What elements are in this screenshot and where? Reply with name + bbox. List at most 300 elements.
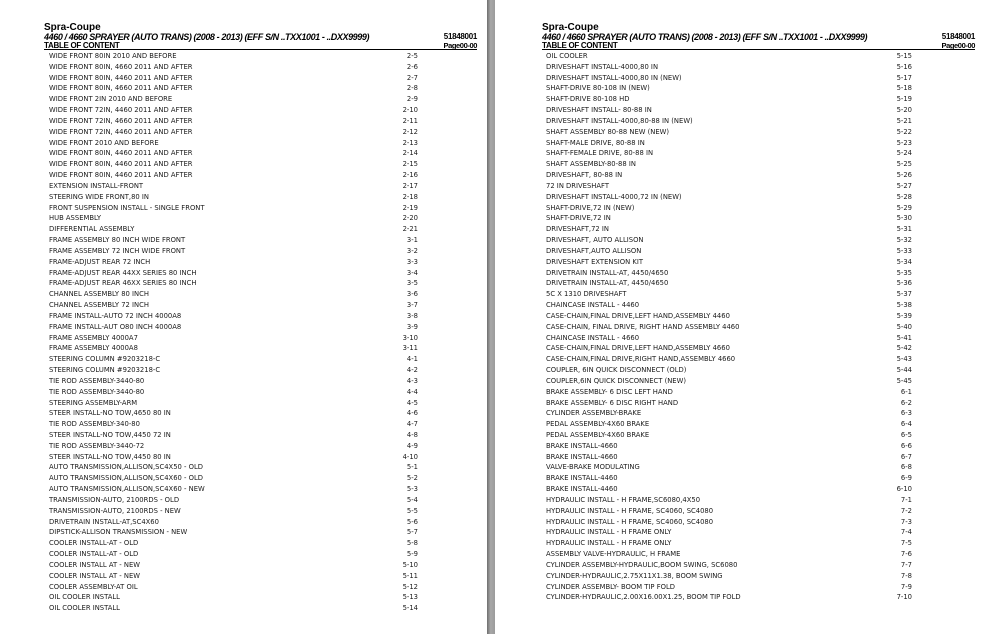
toc-entry-page: 5-17 bbox=[896, 73, 912, 82]
toc-entry[interactable] bbox=[49, 603, 418, 614]
toc-entry-title: SHAFT-DRIVE,72 IN (NEW) bbox=[546, 203, 635, 212]
toc-entry-page: 5-19 bbox=[896, 95, 912, 104]
toc-entry[interactable] bbox=[49, 387, 418, 398]
toc-entry[interactable] bbox=[546, 592, 912, 603]
toc-entry-title: DRIVETRAIN INSTALL-AT, 4450/4650 bbox=[546, 268, 669, 277]
toc-entry[interactable] bbox=[546, 582, 912, 593]
toc-entry-title: STEER INSTALL-NO TOW,4450 72 IN bbox=[49, 430, 171, 439]
toc-entry-page: 3-4 bbox=[406, 268, 418, 277]
toc-entry-title: FRAME ASSEMBLY 80 INCH WIDE FRONT bbox=[49, 236, 186, 245]
toc-entry-title: CYLINDER-HYDRAULIC,2.75X11X1.38, BOOM SWING bbox=[546, 571, 723, 580]
document-number: 51848001 bbox=[443, 32, 477, 41]
toc-entry[interactable] bbox=[546, 73, 912, 84]
toc-entry-page: 2-17 bbox=[402, 181, 418, 190]
toc-entry-title: AUTO TRANSMISSION,ALLISON,SC4X60 - OLD bbox=[49, 474, 204, 483]
toc-entry[interactable] bbox=[49, 408, 418, 419]
toc-entry[interactable] bbox=[49, 473, 418, 484]
toc-entry-page: 5-14 bbox=[402, 604, 418, 613]
toc-entry-title: OIL COOLER INSTALL bbox=[49, 593, 120, 602]
toc-entry-page: 5-45 bbox=[896, 376, 912, 385]
toc-entry-page: 2-20 bbox=[402, 214, 418, 223]
toc-entry[interactable] bbox=[49, 538, 418, 549]
toc-entry[interactable] bbox=[546, 527, 912, 538]
toc-entry[interactable] bbox=[546, 94, 912, 105]
toc-entry-page: 5-1 bbox=[406, 463, 418, 472]
toc-entry[interactable] bbox=[546, 506, 912, 517]
toc-entry[interactable] bbox=[546, 311, 912, 322]
toc-entry-title: SHAFT-MALE DRIVE, 80-88 IN bbox=[546, 138, 645, 147]
toc-entry-title: WIDE FRONT 72IN, 4660 2011 AND AFTER bbox=[49, 116, 193, 125]
toc-entry-page: 6-5 bbox=[900, 430, 912, 439]
toc-entry[interactable] bbox=[546, 62, 912, 73]
toc-entry-title: FRAME-ADJUST REAR 72 INCH bbox=[49, 257, 151, 266]
toc-entry[interactable] bbox=[49, 62, 418, 73]
toc-entry-page: 5-43 bbox=[896, 355, 912, 364]
toc-entry[interactable] bbox=[546, 322, 912, 333]
toc-entry[interactable] bbox=[546, 235, 912, 246]
toc-entry-page: 2-9 bbox=[406, 95, 418, 104]
toc-entry-title: FRAME-ADJUST REAR 44XX SERIES 80 INCH bbox=[49, 268, 197, 277]
section-title: TABLE OF CONTENT bbox=[542, 41, 618, 50]
toc-entry[interactable] bbox=[49, 116, 418, 127]
toc-entry-title: DRIVESHAFT,AUTO ALLISON bbox=[546, 246, 642, 255]
toc-entry-page: 4-9 bbox=[406, 441, 418, 450]
toc-entry-title: AUTO TRANSMISSION,ALLISON,SC4X60 - NEW bbox=[49, 485, 205, 494]
toc-entry[interactable] bbox=[546, 181, 912, 192]
toc-entry[interactable] bbox=[49, 300, 418, 311]
toc-entry[interactable] bbox=[49, 289, 418, 300]
toc-entry[interactable] bbox=[49, 246, 418, 257]
toc-entry[interactable] bbox=[49, 51, 418, 62]
toc-entry-title: WIDE FRONT 80IN 2010 AND BEFORE bbox=[49, 52, 177, 60]
toc-entry[interactable] bbox=[49, 224, 418, 235]
toc-entry-page: 2-21 bbox=[402, 225, 418, 234]
toc-entry-title: HYDRAULIC INSTALL - H FRAME, SC4060, SC4080 bbox=[546, 517, 714, 526]
toc-entry[interactable] bbox=[546, 571, 912, 582]
toc-entry-page: 5-42 bbox=[896, 344, 912, 353]
toc-entry-page: 5-37 bbox=[896, 290, 912, 299]
toc-entry-page: 5-40 bbox=[896, 322, 912, 331]
toc-entry-page: 5-5 bbox=[406, 506, 418, 515]
toc-entry-title: WIDE FRONT 80IN, 4660 2011 AND AFTER bbox=[49, 62, 193, 71]
toc-entry-title: SHAFT-DRIVE 80-108 HD bbox=[546, 95, 630, 104]
toc-entry-title: FRAME ASSEMBLY 4000A8 bbox=[49, 344, 138, 353]
toc-entry-page: 4-3 bbox=[406, 376, 418, 385]
toc-entry-page: 4-6 bbox=[406, 409, 418, 418]
toc-entry[interactable] bbox=[546, 452, 912, 463]
toc-entry[interactable] bbox=[546, 484, 912, 495]
toc-entry-title: STEERING COLUMN #9203218-C bbox=[49, 366, 161, 375]
toc-entry-title: ASSEMBLY VALVE-HYDRAULIC, H FRAME bbox=[546, 550, 681, 559]
toc-entry-page: 5-4 bbox=[406, 495, 418, 504]
toc-entry-page: 5-21 bbox=[896, 116, 912, 125]
toc-entry[interactable] bbox=[49, 549, 418, 560]
toc-entry-title: BRAKE INSTALL-4660 bbox=[546, 452, 618, 461]
toc-entry-title: COOLER INSTALL AT - NEW bbox=[49, 560, 140, 569]
toc-entry-page: 2-14 bbox=[402, 149, 418, 158]
toc-entry-page: 5-32 bbox=[896, 236, 912, 245]
toc-entry-page: 3-10 bbox=[402, 333, 418, 342]
toc-entry[interactable] bbox=[49, 343, 418, 354]
toc-entry[interactable] bbox=[49, 560, 418, 571]
toc-entry-title: WIDE FRONT 80IN, 4460 2011 AND AFTER bbox=[49, 171, 193, 180]
toc-entry-title: DRIVESHAFT, AUTO ALLISON bbox=[546, 236, 644, 245]
toc-entry-title: COOLER INSTALL-AT - OLD bbox=[49, 539, 139, 548]
toc-entry-page: 3-11 bbox=[402, 344, 418, 353]
toc-entry-page: 2-6 bbox=[406, 62, 418, 71]
toc-entry-page: 2-16 bbox=[402, 171, 418, 180]
toc-entry-page: 5-10 bbox=[402, 560, 418, 569]
toc-entry-page: 5-6 bbox=[406, 517, 418, 526]
toc-entry[interactable] bbox=[49, 462, 418, 473]
toc-entry-title: TIE ROD ASSEMBLY-340-80 bbox=[49, 420, 140, 429]
toc-entry-page: 6-4 bbox=[900, 420, 912, 429]
toc-entry-title: DIFFERENTIAL ASSEMBLY bbox=[49, 225, 135, 234]
toc-entry[interactable] bbox=[546, 419, 912, 430]
toc-entry-page: 5-8 bbox=[406, 539, 418, 548]
toc-entry-page: 3-9 bbox=[406, 322, 418, 331]
toc-entry[interactable] bbox=[546, 83, 912, 94]
toc-entry[interactable] bbox=[49, 105, 418, 116]
toc-entry-title: BRAKE INSTALL-4460 bbox=[546, 474, 618, 483]
toc-entry[interactable] bbox=[49, 83, 418, 94]
toc-entry-page: 3-1 bbox=[406, 236, 418, 245]
toc-entry-page: 6-3 bbox=[900, 409, 912, 418]
toc-entry-title: TIE ROD ASSEMBLY-3440-80 bbox=[49, 376, 145, 385]
toc-entry-title: FRAME ASSEMBLY 4000A7 bbox=[49, 333, 138, 342]
toc-entry-page: 2-13 bbox=[402, 138, 418, 147]
toc-entry[interactable] bbox=[49, 452, 418, 463]
toc-entry[interactable] bbox=[546, 159, 912, 170]
toc-entry-title: HYDRAULIC INSTALL - H FRAME ONLY bbox=[546, 539, 672, 548]
toc-entry-page: 5-20 bbox=[896, 106, 912, 115]
toc-entry-title: HYDRAULIC INSTALL - H FRAME,SC6080,4X50 bbox=[546, 495, 701, 504]
toc-entry-title: DRIVESHAFT, 80-88 IN bbox=[546, 171, 623, 180]
toc-entry[interactable] bbox=[49, 333, 418, 344]
toc-entry-page: 5-11 bbox=[402, 571, 418, 580]
toc-list bbox=[546, 51, 912, 603]
toc-entry-title: OIL COOLER INSTALL bbox=[49, 604, 120, 613]
toc-entry[interactable] bbox=[546, 127, 912, 138]
toc-entry-page: 5-9 bbox=[406, 550, 418, 559]
toc-entry[interactable] bbox=[49, 278, 418, 289]
toc-entry[interactable] bbox=[546, 51, 912, 62]
toc-entry-title: BRAKE ASSEMBLY- 6 DISC RIGHT HAND bbox=[546, 398, 679, 407]
toc-entry-page: 7-7 bbox=[900, 560, 912, 569]
header-rule bbox=[44, 49, 477, 50]
toc-entry-title: FRONT SUSPENSION INSTALL - SINGLE FRONT bbox=[49, 203, 205, 212]
toc-entry-page: 2-7 bbox=[406, 73, 418, 82]
toc-entry-page: 5-33 bbox=[896, 246, 912, 255]
toc-entry[interactable] bbox=[546, 289, 912, 300]
toc-entry[interactable] bbox=[49, 192, 418, 203]
toc-entry-page: 5-30 bbox=[896, 214, 912, 223]
toc-entry[interactable] bbox=[546, 257, 912, 268]
toc-entry-page: 2-12 bbox=[402, 127, 418, 136]
page-reference: Page00-00 bbox=[443, 41, 477, 50]
toc-entry-title: DIPSTICK-ALLISON TRANSMISSION - NEW bbox=[49, 528, 188, 537]
toc-entry[interactable] bbox=[49, 127, 418, 138]
toc-entry-page: 2-8 bbox=[406, 84, 418, 93]
toc-entry-title: CYLINDER-HYDRAULIC,2.00X16.00X1.25, BOOM TIP FOLD bbox=[546, 593, 741, 602]
toc-entry-title: DRIVESHAFT EXTENSION KIT bbox=[546, 257, 643, 266]
toc-entry[interactable] bbox=[49, 181, 418, 192]
toc-entry-title: CHAINCASE INSTALL - 4660 bbox=[546, 333, 640, 342]
toc-entry-title: WIDE FRONT 80IN, 4460 2011 AND AFTER bbox=[49, 160, 193, 169]
toc-entry-page: 5-3 bbox=[406, 485, 418, 494]
toc-entry-title: HUB ASSEMBLY bbox=[49, 214, 102, 223]
toc-entry[interactable] bbox=[49, 311, 418, 322]
toc-entry[interactable] bbox=[49, 527, 418, 538]
toc-entry-page: 2-11 bbox=[402, 116, 418, 125]
toc-entry-page: 4-4 bbox=[406, 387, 418, 396]
toc-entry[interactable] bbox=[49, 419, 418, 430]
toc-entry[interactable] bbox=[546, 246, 912, 257]
toc-entry[interactable] bbox=[49, 398, 418, 409]
toc-entry-title: FRAME INSTALL-AUTO 72 INCH 4000A8 bbox=[49, 311, 182, 320]
toc-entry-title: CHAINCASE INSTALL - 4460 bbox=[546, 301, 640, 310]
toc-entry-page: 5-26 bbox=[896, 171, 912, 180]
toc-entry-title: SHAFT-DRIVE,72 IN bbox=[546, 214, 611, 223]
toc-entry-page: 5-22 bbox=[896, 127, 912, 136]
toc-entry[interactable] bbox=[546, 138, 912, 149]
toc-entry-page: 5-44 bbox=[896, 366, 912, 375]
toc-entry-title: WIDE FRONT 2IN 2010 AND BEFORE bbox=[49, 95, 173, 104]
toc-entry[interactable] bbox=[49, 213, 418, 224]
toc-entry-page: 5-27 bbox=[896, 181, 912, 190]
toc-entry[interactable] bbox=[546, 148, 912, 159]
toc-entry-title: 5C X 1310 DRIVESHAFT bbox=[546, 290, 627, 299]
toc-entry-title: WIDE FRONT 72IN, 4460 2011 AND AFTER bbox=[49, 127, 193, 136]
toc-entry-title: BRAKE INSTALL-4660 bbox=[546, 441, 618, 450]
toc-entry-page: 2-15 bbox=[402, 160, 418, 169]
toc-entry[interactable] bbox=[546, 116, 912, 127]
toc-entry-page: 3-7 bbox=[406, 301, 418, 310]
toc-entry[interactable] bbox=[49, 430, 418, 441]
page-gutter bbox=[487, 0, 495, 634]
toc-entry-page: 7-2 bbox=[900, 506, 912, 515]
toc-entry-page: 4-7 bbox=[406, 420, 418, 429]
toc-entry[interactable] bbox=[546, 495, 912, 506]
toc-entry-page: 3-6 bbox=[406, 290, 418, 299]
toc-entry-title: FRAME INSTALL-AUT O80 INCH 4000A8 bbox=[49, 322, 182, 331]
document-number: 51848001 bbox=[941, 32, 975, 41]
document-page-left bbox=[0, 0, 487, 634]
toc-entry[interactable] bbox=[546, 441, 912, 452]
toc-entry[interactable] bbox=[546, 549, 912, 560]
toc-entry-title: SHAFT-DRIVE 80-108 IN (NEW) bbox=[546, 84, 650, 93]
toc-entry-page: 2-5 bbox=[406, 52, 418, 60]
toc-entry-title: TIE ROD ASSEMBLY-3440-80 bbox=[49, 387, 145, 396]
toc-entry[interactable] bbox=[546, 408, 912, 419]
toc-entry[interactable] bbox=[546, 105, 912, 116]
toc-entry-title: HYDRAULIC INSTALL - H FRAME, SC4060, SC4080 bbox=[546, 506, 714, 515]
toc-entry[interactable] bbox=[546, 398, 912, 409]
toc-entry-title: WIDE FRONT 80IN, 4460 2011 AND AFTER bbox=[49, 73, 193, 82]
toc-entry-page: 5-39 bbox=[896, 311, 912, 320]
toc-entry-page: 7-9 bbox=[900, 582, 912, 591]
toc-entry-title: STEERING ASSEMBLY-ARM bbox=[49, 398, 138, 407]
toc-entry-title: WIDE FRONT 2010 AND BEFORE bbox=[49, 138, 159, 147]
toc-entry-title: CYLINDER ASSEMBLY-BRAKE bbox=[546, 409, 642, 418]
toc-entry[interactable] bbox=[49, 376, 418, 387]
toc-entry[interactable] bbox=[546, 354, 912, 365]
toc-entry-title: SHAFT ASSEMBLY-80-88 IN bbox=[546, 160, 636, 169]
toc-entry[interactable] bbox=[546, 376, 912, 387]
toc-entry[interactable] bbox=[546, 278, 912, 289]
toc-entry-title: COOLER INSTALL AT - NEW bbox=[49, 571, 140, 580]
toc-entry[interactable] bbox=[49, 94, 418, 105]
toc-entry-title: FRAME-ADJUST REAR 46XX SERIES 80 INCH bbox=[49, 279, 197, 288]
section-title: TABLE OF CONTENT bbox=[44, 41, 120, 50]
toc-entry[interactable] bbox=[49, 235, 418, 246]
toc-entry-page: 4-10 bbox=[402, 452, 418, 461]
toc-entry[interactable] bbox=[49, 365, 418, 376]
toc-entry-title: COOLER ASSEMBLY-AT OIL bbox=[49, 582, 138, 591]
toc-entry-page: 4-5 bbox=[406, 398, 418, 407]
toc-entry[interactable] bbox=[546, 300, 912, 311]
toc-entry-page: 6-10 bbox=[896, 485, 912, 494]
toc-entry-page: 4-8 bbox=[406, 430, 418, 439]
toc-entry[interactable] bbox=[49, 582, 418, 593]
toc-entry[interactable] bbox=[49, 148, 418, 159]
toc-entry-title: DRIVESHAFT INSTALL- 80-88 IN bbox=[546, 106, 652, 115]
toc-entry-title: DRIVESHAFT INSTALL-4000,72 IN (NEW) bbox=[546, 192, 682, 201]
toc-entry-title: CASE-CHAIN,FINAL DRIVE,LEFT HAND,ASSEMBLY 4660 bbox=[546, 344, 730, 353]
toc-entry[interactable] bbox=[49, 73, 418, 84]
toc-entry[interactable] bbox=[49, 484, 418, 495]
toc-entry-page: 4-1 bbox=[406, 355, 418, 364]
toc-entry-page: 5-16 bbox=[896, 62, 912, 71]
toc-entry-title: DRIVESHAFT INSTALL-4000,80 IN bbox=[546, 62, 659, 71]
toc-entry[interactable] bbox=[546, 387, 912, 398]
toc-entry-title: COOLER INSTALL-AT - OLD bbox=[49, 550, 139, 559]
toc-entry[interactable] bbox=[546, 203, 912, 214]
toc-entry-title: WIDE FRONT 72IN, 4460 2011 AND AFTER bbox=[49, 106, 193, 115]
toc-entry-title: DRIVETRAIN INSTALL-AT, 4450/4650 bbox=[546, 279, 669, 288]
header-rule bbox=[542, 49, 975, 50]
toc-entry-page: 5-28 bbox=[896, 192, 912, 201]
toc-entry[interactable] bbox=[546, 538, 912, 549]
toc-entry-title: PEDAL ASSEMBLY-4X60 BRAKE bbox=[546, 420, 650, 429]
toc-entry-page: 5-31 bbox=[896, 225, 912, 234]
toc-entry-page: 7-4 bbox=[900, 528, 912, 537]
toc-entry[interactable] bbox=[546, 213, 912, 224]
toc-entry-page: 6-1 bbox=[900, 387, 912, 396]
toc-entry-title: COUPLER, 6IN QUICK DISCONNECT (OLD) bbox=[546, 366, 687, 375]
toc-entry[interactable] bbox=[546, 365, 912, 376]
toc-entry-page: 6-7 bbox=[900, 452, 912, 461]
toc-entry-page: 7-5 bbox=[900, 539, 912, 548]
toc-entry[interactable] bbox=[49, 268, 418, 279]
toc-entry-title: CASE-CHAIN,FINAL DRIVE,RIGHT HAND,ASSEMBLY 4660 bbox=[546, 355, 736, 364]
toc-entry-title: VALVE-BRAKE MODULATING bbox=[546, 463, 640, 472]
toc-entry-title: BRAKE ASSEMBLY- 6 DISC LEFT HAND bbox=[546, 387, 673, 396]
toc-entry[interactable] bbox=[49, 322, 418, 333]
toc-entry[interactable] bbox=[49, 495, 418, 506]
toc-entry-page: 7-3 bbox=[900, 517, 912, 526]
toc-entry-title: SHAFT-FEMALE DRIVE, 80-88 IN bbox=[546, 149, 654, 158]
toc-entry[interactable] bbox=[49, 506, 418, 517]
page-reference: Page00-00 bbox=[941, 41, 975, 50]
toc-entry-title: STEERING WIDE FRONT,80 IN bbox=[49, 192, 149, 201]
toc-entry-page: 4-2 bbox=[406, 366, 418, 375]
document-title: 4460 / 4660 SPRAYER (AUTO TRANS) (2008 - 2013) (EFF S/N ..TXX1001 - ..DXX9999) bbox=[542, 32, 868, 42]
toc-entry-page: 5-35 bbox=[896, 268, 912, 277]
toc-entry-title: WIDE FRONT 80IN, 4460 2011 AND AFTER bbox=[49, 149, 193, 158]
toc-entry[interactable] bbox=[546, 268, 912, 279]
toc-entry-page: 6-2 bbox=[900, 398, 912, 407]
toc-entry-title: WIDE FRONT 80IN, 4660 2011 AND AFTER bbox=[49, 84, 193, 93]
toc-entry-title: COUPLER,6IN QUICK DISCONNECT (NEW) bbox=[546, 376, 686, 385]
toc-entry-title: CASE-CHAIN, FINAL DRIVE, RIGHT HAND ASSEMBLY 4460 bbox=[546, 322, 740, 331]
toc-entry-page: 5-23 bbox=[896, 138, 912, 147]
toc-entry[interactable] bbox=[49, 441, 418, 452]
toc-entry-page: 3-3 bbox=[406, 257, 418, 266]
toc-entry-page: 5-15 bbox=[896, 52, 912, 60]
toc-entry-page: 3-5 bbox=[406, 279, 418, 288]
toc-entry-page: 5-2 bbox=[406, 474, 418, 483]
toc-list bbox=[49, 51, 418, 614]
toc-entry-page: 2-10 bbox=[402, 106, 418, 115]
toc-entry-title: PEDAL ASSEMBLY-4X60 BRAKE bbox=[546, 430, 650, 439]
toc-entry[interactable] bbox=[49, 354, 418, 365]
toc-entry-page: 5-38 bbox=[896, 301, 912, 310]
toc-entry-title: TIE ROD ASSEMBLY-3440-72 bbox=[49, 441, 145, 450]
toc-entry-page: 7-6 bbox=[900, 550, 912, 559]
toc-entry-page: 6-8 bbox=[900, 463, 912, 472]
toc-entry-title: DRIVESHAFT,72 IN bbox=[546, 225, 609, 234]
toc-entry[interactable] bbox=[49, 571, 418, 582]
toc-entry[interactable] bbox=[546, 192, 912, 203]
toc-entry[interactable] bbox=[546, 333, 912, 344]
toc-entry[interactable] bbox=[49, 159, 418, 170]
toc-entry-title: BRAKE INSTALL-4460 bbox=[546, 485, 618, 494]
toc-entry[interactable] bbox=[546, 343, 912, 354]
toc-entry-page: 5-12 bbox=[402, 582, 418, 591]
toc-entry-page: 6-9 bbox=[900, 474, 912, 483]
toc-entry[interactable] bbox=[546, 170, 912, 181]
toc-entry-title: STEER INSTALL-NO TOW,4450 80 IN bbox=[49, 452, 171, 461]
toc-entry[interactable] bbox=[49, 592, 418, 603]
toc-entry-title: STEERING COLUMN #9203218-C bbox=[49, 355, 161, 364]
toc-entry-page: 6-6 bbox=[900, 441, 912, 450]
toc-entry[interactable] bbox=[49, 138, 418, 149]
toc-entry[interactable] bbox=[49, 170, 418, 181]
toc-entry[interactable] bbox=[546, 560, 912, 571]
toc-entry-title: TRANSMISSION-AUTO, 2100RDS - OLD bbox=[49, 495, 180, 504]
toc-entry[interactable] bbox=[49, 203, 418, 214]
toc-entry-title: SHAFT ASSEMBLY 80-88 NEW (NEW) bbox=[546, 127, 670, 136]
toc-entry-title: CASE-CHAIN,FINAL DRIVE,LEFT HAND,ASSEMBLY 4460 bbox=[546, 311, 730, 320]
toc-entry-page: 2-19 bbox=[402, 203, 418, 212]
toc-entry-page: 5-34 bbox=[896, 257, 912, 266]
toc-entry[interactable] bbox=[546, 224, 912, 235]
toc-entry-title: EXTENSION INSTALL-FRONT bbox=[49, 181, 144, 190]
toc-entry-title: CYLINDER ASSEMBLY-HYDRAULIC,BOOM SWING, SC6080 bbox=[546, 560, 738, 569]
toc-entry[interactable] bbox=[546, 462, 912, 473]
toc-entry-title: DRIVETRAIN INSTALL-AT,SC4X60 bbox=[49, 517, 159, 526]
toc-entry[interactable] bbox=[546, 430, 912, 441]
toc-entry[interactable] bbox=[546, 517, 912, 528]
toc-entry[interactable] bbox=[546, 473, 912, 484]
toc-entry[interactable] bbox=[49, 517, 418, 528]
brand-name: Spra-Coupe bbox=[44, 22, 101, 33]
toc-entry[interactable] bbox=[49, 257, 418, 268]
document-page-right bbox=[495, 0, 987, 634]
toc-entry-title: FRAME ASSEMBLY 72 INCH WIDE FRONT bbox=[49, 246, 186, 255]
toc-entry-page: 3-8 bbox=[406, 311, 418, 320]
